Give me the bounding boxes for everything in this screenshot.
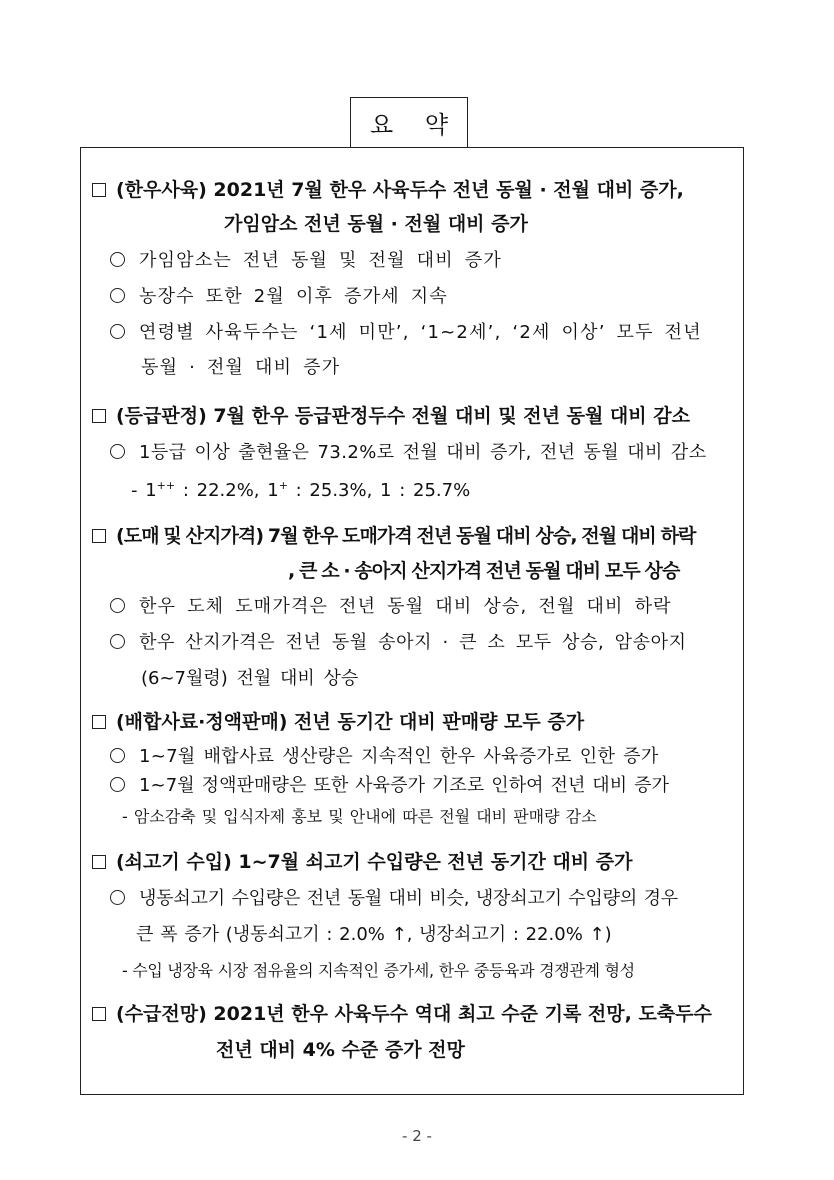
list-item-cont: (6~7월령) 전월 대비 상승 bbox=[141, 668, 359, 689]
list-item: 1~7월 정액판매량은 또한 사육증가 기조로 인하여 전년 대비 증가 bbox=[110, 775, 669, 797]
checkbox-square-icon bbox=[92, 183, 106, 197]
section-heading bbox=[92, 525, 696, 547]
circle-bullet-icon bbox=[110, 288, 125, 303]
circle-bullet-icon bbox=[110, 634, 125, 649]
circle-bullet-icon bbox=[110, 252, 125, 267]
checkbox-square-icon bbox=[92, 1007, 106, 1021]
list-item: 냉동쇠고기 수입량은 전년 동월 대비 비슷, 냉장쇠고기 수입량의 경우 bbox=[110, 888, 678, 910]
page-number: - 2 - bbox=[402, 1127, 432, 1145]
circle-bullet-icon bbox=[110, 324, 125, 339]
section-heading bbox=[92, 1003, 712, 1025]
circle-bullet-icon bbox=[110, 890, 125, 905]
section-tag: (도매 및 산지가격) bbox=[116, 525, 264, 547]
circle-bullet-icon bbox=[110, 748, 125, 763]
section-heading bbox=[92, 179, 684, 201]
list-item: 한우 산지가격은 전년 동월 송아지 · 큰 소 모두 상승, 암송아지 bbox=[110, 632, 687, 654]
section-heading-cont: 가임암소 전년 동월 · 전월 대비 증가 bbox=[224, 213, 528, 235]
section-tag: (한우사육) bbox=[116, 179, 207, 201]
checkbox-square-icon bbox=[92, 529, 106, 543]
checkbox-square-icon bbox=[92, 855, 106, 869]
circle-bullet-icon bbox=[110, 444, 125, 459]
list-item: 1~7월 배합사료 생산량은 지속적인 한우 사육증가로 인한 증가 bbox=[110, 746, 659, 768]
section-heading-text: 7월 한우 등급판정두수 전월 대비 및 전년 동월 대비 감소 bbox=[206, 405, 690, 427]
section-tag: (배합사료·정액판매) bbox=[116, 711, 288, 733]
list-item: 농장수 또한 2월 이후 증가세 지속 bbox=[110, 286, 448, 308]
section-heading-text: 전년 동기간 대비 판매량 모두 증가 bbox=[287, 711, 585, 733]
section-heading-text: 7월 한우 도매가격 전년 동월 대비 상승, 전월 대비 하락 bbox=[263, 525, 696, 547]
circle-bullet-icon bbox=[110, 598, 125, 613]
section-heading bbox=[92, 711, 584, 733]
grade-ratio-line: - 1++ : 22.2%, 1+ : 25.3%, 1 : 25.7% bbox=[131, 479, 471, 501]
checkbox-square-icon bbox=[92, 715, 106, 729]
section-tag: (등급판정) bbox=[116, 405, 207, 427]
list-item-cont: 동월 · 전월 대비 증가 bbox=[141, 357, 341, 378]
list-item: 한우 도체 도매가격은 전년 동월 대비 상승, 전월 대비 하락 bbox=[110, 596, 672, 618]
section-tag: (쇠고기 수입) bbox=[116, 851, 232, 873]
dash-note: - 암소감축 및 입식자제 홍보 및 안내에 따른 전월 대비 판매량 감소 bbox=[122, 807, 597, 826]
section-heading-cont: , 큰 소 · 송아지 산지가격 전년 동월 대비 모두 상승 bbox=[288, 560, 680, 582]
summary-title: 요 약 bbox=[350, 97, 468, 147]
section-heading bbox=[92, 405, 690, 427]
section-heading-cont: 전년 대비 4% 수준 증가 전망 bbox=[216, 1039, 465, 1061]
checkbox-square-icon bbox=[92, 409, 106, 423]
list-item: 가임암소는 전년 동월 및 전월 대비 증가 bbox=[110, 250, 502, 272]
section-tag: (수급전망) bbox=[116, 1003, 207, 1025]
dash-note: - 수입 냉장육 시장 점유율의 지속적인 증가세, 한우 중등육과 경쟁관계 형성 bbox=[122, 961, 635, 980]
section-heading-text: 1~7월 쇠고기 수입량은 전년 동기간 대비 증가 bbox=[231, 851, 633, 873]
list-item: 1등급 이상 출현율은 73.2%로 전월 대비 증가, 전년 동월 대비 감소 bbox=[110, 442, 707, 464]
section-heading-text: 2021년 한우 사육두수 역대 최고 수준 기록 전망, 도축두수 bbox=[206, 1003, 712, 1025]
list-item: 연령별 사육두수는 ‘1세 미만’, ‘1~2세’, ‘2세 이상’ 모두 전년 bbox=[110, 322, 702, 344]
list-item-cont: 큰 폭 증가 (냉동쇠고기 : 2.0% ↑, 냉장쇠고기 : 22.0% ↑) bbox=[136, 924, 612, 945]
section-heading bbox=[92, 851, 632, 873]
section-heading-text: 2021년 7월 한우 사육두수 전년 동월 · 전월 대비 증가, bbox=[206, 179, 684, 201]
circle-bullet-icon bbox=[110, 777, 125, 792]
